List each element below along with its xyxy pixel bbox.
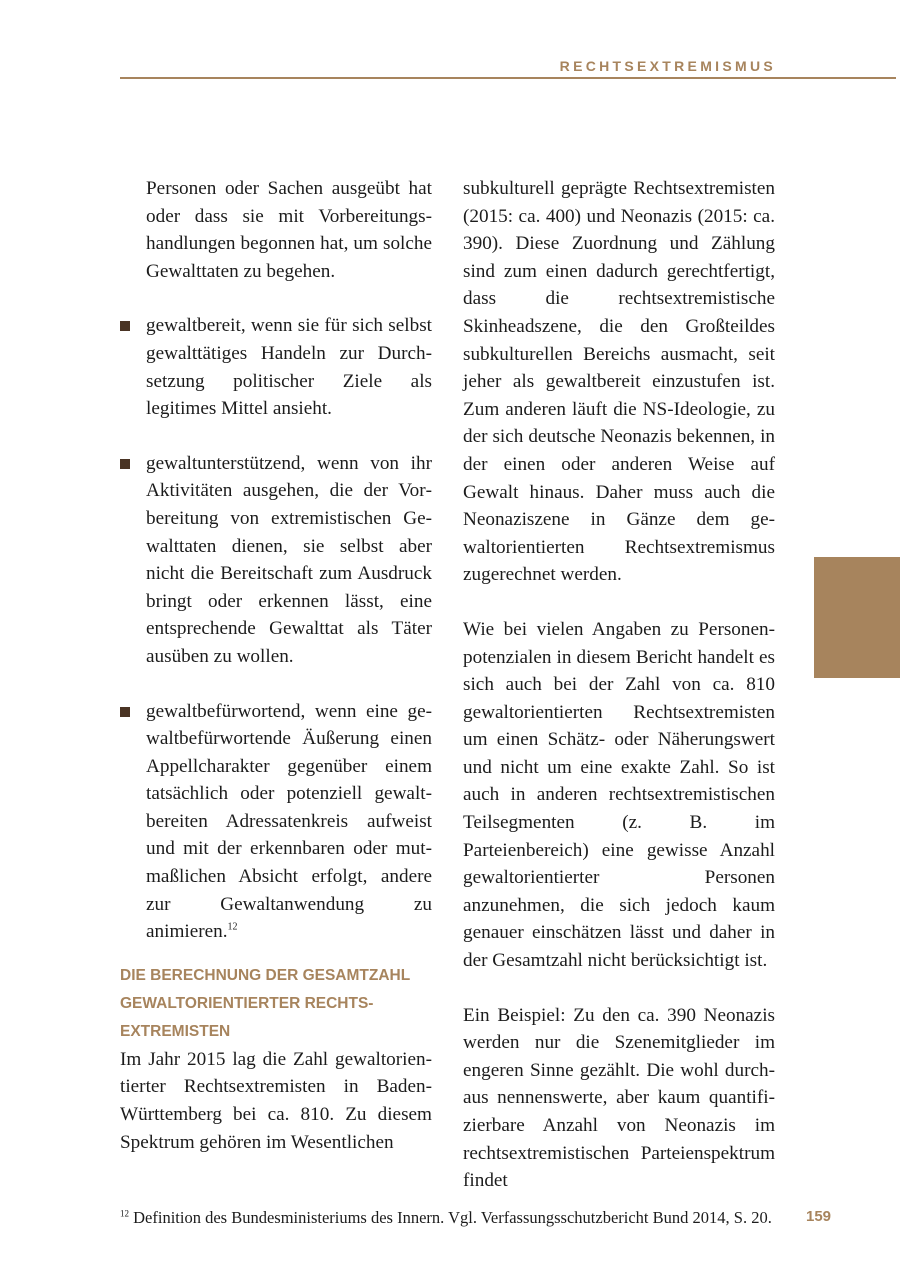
continuation-paragraph: Personen oder Sachen ausgeübt hat oder dass sie mit Vorbereitungshandlungen begonnen hat, um solche Gewalttaten zu begehen. xyxy=(146,178,432,282)
footnote-text: Definition des Bundesministeriums des Innern. Vgl. Verfassungsschutzbericht Bund 2014, S. 20. xyxy=(133,1208,772,1227)
footnote-number: 12 xyxy=(120,1208,129,1219)
running-header: RECHTSEXTREMISMUS xyxy=(559,58,776,74)
footnote xyxy=(120,1206,780,1230)
list-item-text: gewaltunterstützend, wenn von ihr Aktivitäten ausgehen, die der Vorbereitung von extremistischen Gewalttaten dienen, sie selbst aber nicht die Bereitschaft zum Ausdruck bringt oder erkennen lässt, eine entsprechende Gewalttat als Täter ausüben zu wollen. xyxy=(146,452,432,667)
list-item-text-container xyxy=(146,698,432,946)
body-paragraph: Wie bei vielen Angaben zu Personenpotenzialen in diesem Bericht handelt es sich auch bei der Zahl von ca. 810 gewaltorientierten Rechtsextremisten um einen Schätz- oder Näherungswert und nicht um eine exakte Zahl. So ist auch in anderen rechtsextremistischen Teilsegmenten (z. B. im Parteienbereich) eine gewisse Anzahl gewaltorientierter Personen anzunehmen, die sich jedoch kaum genauer einschätzen lässt und daher in der Gesamtzahl nicht berücksichtigt ist. xyxy=(463,618,775,972)
chapter-tab xyxy=(814,557,900,678)
square-bullet-icon xyxy=(120,321,130,331)
footnote-reference[interactable]: 12 xyxy=(227,921,238,933)
left-column xyxy=(120,175,432,1156)
body-paragraph: subkulturell geprägte Rechtsextremisten (2015: ca. 400) und Neonazis (2015: ca. 390). Diese Zuordnung und Zählung sind zum einen dadurch gerechtfertigt, dass die rechtsextremistische Skinheadszene, die den Großteildes subkulturellen Bereichs ausmacht, seit jeher als gewaltbereit einzustufen ist. Zum anderen läuft die NS-Ideologie, zu der sich deutsche Neonazis bekennen, in der einen oder anderen Weise auf Gewalt hinaus. Daher muss auch die Neonaziszene in Gänze dem gewaltorientierten Rechtsextremismus zugerechnet werden. xyxy=(463,178,775,586)
square-bullet-icon xyxy=(120,707,130,717)
section-paragraph: Im Jahr 2015 lag die Zahl gewaltorientierter Rechtsextremisten in Baden-Württemberg bei ca. 810. Zu diesem Spektrum gehören im Wesentlichen xyxy=(120,1048,432,1153)
right-column xyxy=(463,175,775,1195)
square-bullet-icon xyxy=(120,459,130,469)
page-number: 159 xyxy=(806,1208,832,1225)
list-item xyxy=(120,450,432,671)
list-item-text: gewaltbefürwortend, wenn eine gewaltbefürwortende Äußerung einen Appellcharakter gegenüber einem tatsächlich oder potenziell gewaltbereiten Adressatenkreis aufweist und mit der erkennbaren oder mutmaßlichen Absicht erfolgt, andere zur Gewaltanwendung zu animieren. xyxy=(146,700,432,943)
body-paragraph: Ein Beispiel: Zu den ca. 390 Neonazis werden nur die Szenemitglieder im engeren Sinne gezählt. Die wohl durchaus nennenswerte, aber kaum quantifizierbare Anzahl von Neonazis im rechtsextremistischen Parteienspektrum findet xyxy=(463,1004,775,1192)
header-rule xyxy=(120,77,896,79)
list-item xyxy=(120,312,432,422)
list-item-text: gewaltbereit, wenn sie für sich selbst gewalttätiges Handeln zur Durchsetzung politischer Ziele als legitimes Mittel ansieht. xyxy=(146,315,432,420)
list-item xyxy=(120,698,432,946)
section-heading: DIE BERECHNUNG DER GESAMTZAHL GEWALTORIENTIERTER RECHTS-EXTREMISTEN xyxy=(120,966,410,1040)
